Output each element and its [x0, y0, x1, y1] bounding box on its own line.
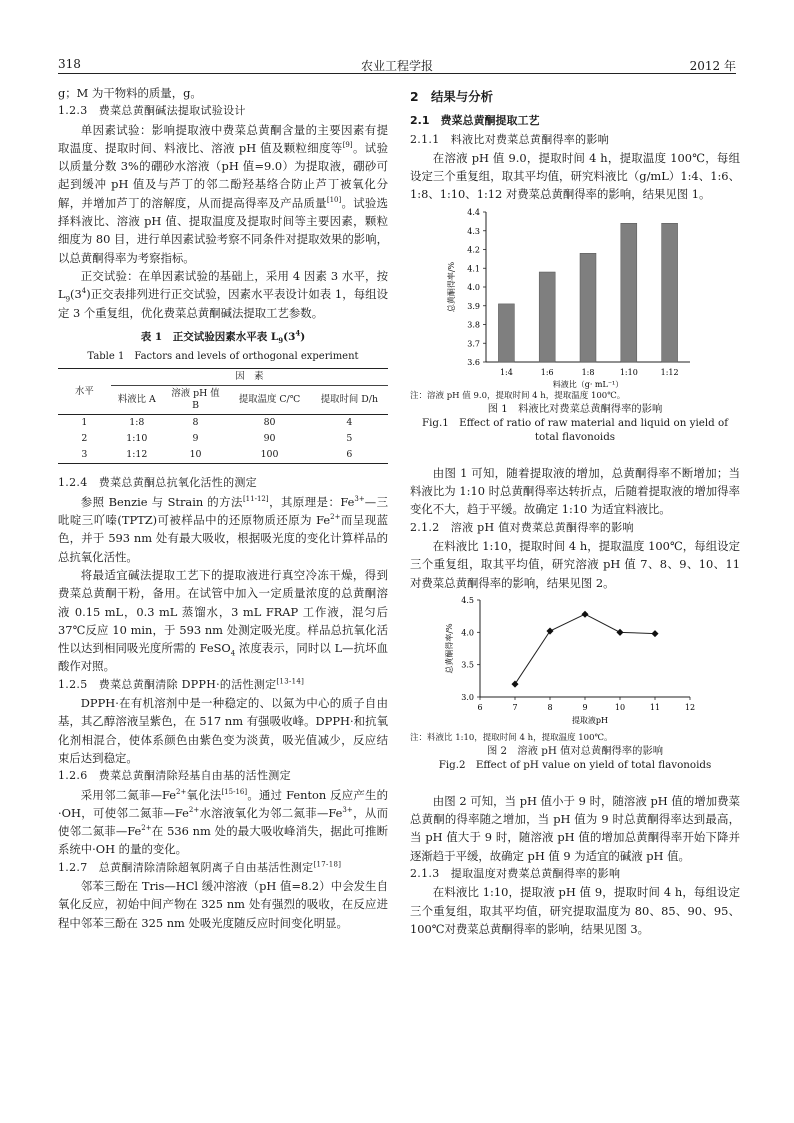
x-tick-label: 1:4: [499, 367, 513, 377]
paragraph-single-factor: 单因素试验：影响提取液中费菜总黄酮含量的主要因素有提取温度、提取时间、料液比、溶液 pH 值及颗粒细度等[9]。试验以质量分数 3%的硼砂水溶液（pH 值=9.0）为提取液，硼砂可起到缓冲 pH 值及与芦丁的邻二酚羟基络合防止芦丁被氧化分解，并增加芦丁的溶解度，从而提高得率及产品质量[10]。试验选择料液比、溶液 pH 值、提取温度及提取时间等主要因素，颗粒细度为 80 目，进行单因素试验考察不同条件对提取效果的影响，以总黄酮得率为考察指标。: [58, 122, 388, 265]
section-heading-2-1-1: 2.1.1 料液比对费菜总黄酮得率的影响: [410, 132, 609, 146]
paragraph-ratio: 在溶液 pH 值 9.0，提取时间 4 h，提取温度 100℃，每组设定三个重复组，取其平均值，研究料液比（g/mL）1:4、1:6、1:8、1:10、1:12 对费菜总黄酮得率的影响，结果见图 1。: [410, 150, 740, 202]
figure-2-caption: 图 2 溶液 pH 值对总黄酮得率的影响: [486, 744, 664, 757]
table-col-header: 溶液 pH 值 B: [163, 386, 229, 415]
figure-2-note: 注：料液比 1:10，提取时间 4 h，提取温度 100℃。: [410, 732, 613, 743]
page-header: [58, 57, 736, 74]
citation[interactable]: [10]: [326, 195, 342, 204]
y-tick-label: 4.2: [467, 245, 480, 255]
section-heading-1-2-5: 1.2.5 费菜总黄酮清除 DPPH·的活性测定[13-14]: [58, 677, 305, 691]
x-tick-label: 1:8: [581, 367, 595, 377]
section-heading-1-2-3: 1.2.3 费菜总黄酮碱法提取试验设计: [58, 104, 246, 118]
bar: [621, 223, 637, 362]
y-tick-label: 4.3: [467, 226, 480, 236]
y-axis-label: 总黄酮得率/%: [445, 623, 454, 674]
section-heading-2-1: 2.1 费菜总黄酮提取工艺: [410, 114, 540, 128]
table-caption: 表 1 正交试验因素水平表 $L_9(3^4)$: [140, 328, 306, 345]
paragraph-orthogonal: 正交试验：在单因素试验的基础上，采用 4 因素 3 水平，按 $L_9(3^4)$正交表排列进行正交试验，因素水平表设计如表 1，每组设定 3 个重复组，优化费菜总黄酮碱法提取工艺参数。: [58, 268, 388, 320]
x-axis-label: 料液比（g· mL⁻¹）: [552, 379, 624, 389]
y-tick-label: 4.5: [461, 595, 474, 605]
citation[interactable]: [17-18]: [313, 860, 342, 869]
citation[interactable]: [9]: [342, 141, 353, 150]
y-tick-label: 3.6: [467, 357, 480, 367]
table-1: [58, 328, 388, 465]
table-caption-en: Table 1 Factors and levels of orthogonal experiment: [87, 351, 359, 363]
left-column: [58, 84, 388, 932]
x-tick-label: 7: [512, 702, 518, 712]
table-col-header: 料液比 A: [111, 386, 163, 415]
x-tick-label: 1:10: [619, 367, 638, 377]
x-axis-label: 提取液pH: [571, 715, 609, 725]
figure-1-caption-en: Fig.1 Effect of ratio of raw material and liquid on yield of total flavonoids: [421, 416, 729, 443]
series-line: [515, 614, 655, 684]
table-col-header: 提取时间 D/h: [311, 386, 388, 415]
section-heading-1-2-6: 1.2.6 费菜总黄酮清除羟基自由基的活性测定: [58, 769, 291, 783]
section-heading-2-1-2: 2.1.2 溶液 pH 值对费菜总黄酮得率的影响: [410, 520, 634, 534]
bar: [580, 253, 596, 362]
page-number: 318: [58, 57, 81, 71]
y-tick-label: 3.7: [467, 339, 480, 349]
table-header-level: 水平: [58, 369, 111, 415]
bar: [539, 272, 555, 362]
paragraph-ph: 在料液比 1:10，提取时间 4 h，提取温度 100℃，每组设定三个重复组，取其平均值，研究溶液 pH 值 7、8、9、10、11 对费菜总黄酮得率的影响，结果见图 2。: [410, 538, 740, 590]
paragraph-ratio-result: 由图 1 可知，随着提取液的增加，总黄酮得率不断增加；当料液比为 1:10 时总黄酮得率达转折点，后随着提取液的增加得率变化不大，趋于平缓。故确定 1:10 为适宜料液比。: [410, 465, 740, 517]
section-heading-1-2-4: 1.2.4 费菜总黄酮总抗氧化活性的测定: [58, 476, 257, 490]
y-axis-label: 总黄酮得率/%: [447, 261, 456, 312]
figure-1-caption: 图 1 料液比对费菜总黄酮得率的影响: [487, 402, 663, 415]
x-tick-label: 1:6: [540, 367, 554, 377]
table-row: 2 1:10 9 90 5: [81, 433, 353, 445]
table-row: 1 1:8 8 80 4: [81, 417, 353, 429]
paragraph-hydroxyl: 采用邻二氮菲$—Fe^{2+}$氧化法[15-16]。通过 Fenton 反应产生的·OH，可使邻二氮菲$—Fe^{2+}$水溶液氧化为邻二氮菲$—Fe^{3+}$，从而使邻二氮菲$—Fe^{2+}$在 536 nm 处的最大吸收峰消失，据此可推断系统中·OH 的量的变化。: [58, 787, 388, 857]
paragraph-frap-procedure: 将最适宜碱法提取工艺下的提取液进行真空冷冻干燥，得到费菜总黄酮干粉，备用。在试管中加入一定质量浓度的总黄酮溶液 0.15 mL，0.3 mL 蒸馏水，3 mL FRAP 工作液，混匀后 37℃反应 10 min，于 593 nm 处测定吸光度。样品总抗氧化活性以达到相同吸光度所需的 FeSO$_4$ 浓度表示，同时以 L—抗坏血酸作对照。: [58, 567, 388, 674]
y-tick-label: 4.0: [467, 282, 480, 292]
y-tick-label: 3.5: [461, 660, 474, 670]
x-tick-label: 10: [614, 702, 626, 712]
figure-2: [410, 592, 740, 732]
data-point: [651, 630, 658, 637]
paragraph-dpph: DPPH·在有机溶剂中是一种稳定的、以氮为中心的质子自由基，其乙醇溶液呈紫色，在 517 nm 有强吸收峰。DPPH·和抗氧化剂相混合，使体系颜色由紫色变为淡黄，吸光值减少，反应结束后达到稳定。: [58, 696, 388, 765]
table-col-header: 提取温度 C/℃: [228, 386, 311, 415]
paragraph: g；M 为干物料的质量，g。: [58, 86, 202, 100]
bar: [498, 304, 514, 362]
paragraph-superoxide: 邻苯三酚在 Tris—HCl 缓冲溶液（pH 值=8.2）中会发生自氧化反应，初始中间产物在 325 nm 处有强烈的吸收，在反应进程中邻苯三酚在 325 nm 处吸光度随反应时间变化明显。: [58, 878, 388, 930]
data-point: [511, 680, 518, 687]
x-tick-label: 11: [649, 702, 661, 712]
bar-chart-ratio: [410, 204, 740, 390]
figure-1-note: 注：溶液 pH 值 9.0，提取时间 4 h，提取温度 100℃。: [410, 390, 626, 401]
y-tick-label: 4.4: [467, 207, 480, 217]
y-tick-label: 3.0: [461, 692, 474, 702]
bar: [662, 223, 678, 362]
table-row: 3 1:12 10 100 6: [58, 447, 388, 464]
factor-level-table: [58, 368, 388, 464]
y-tick-label: 3.9: [467, 301, 480, 311]
x-tick-label: 1:12: [660, 367, 679, 377]
y-tick-label: 4.1: [467, 264, 480, 274]
x-tick-label: 9: [582, 702, 588, 712]
figure-2-caption-en: Fig.2 Effect of pH value on yield of total flavonoids: [438, 758, 712, 771]
citation[interactable]: [15-16]: [221, 787, 248, 796]
right-column: [410, 84, 740, 938]
section-heading-2-1-3: 2.1.3 提取温度对费菜总黄酮得率的影响: [410, 867, 621, 881]
paragraph-frap: 参照 Benzie 与 Strain 的方法[11-12]，其原理是：$Fe^{3+}—$三吡啶三吖嗪(TPTZ)可被样品中的还原物质还原为 $Fe^{2+}$而呈现蓝色，并于 593 nm 处有最大吸收，根据吸光度的变化计算样品的总抗氧化活性。: [58, 494, 388, 564]
journal-year: 2012 年: [689, 59, 736, 73]
figure-1: [410, 204, 740, 390]
data-point: [546, 627, 553, 634]
y-tick-label: 3.8: [467, 320, 480, 330]
table-header-factor: 因 素: [111, 369, 388, 386]
x-tick-label: 8: [547, 702, 553, 712]
section-heading-2: 2 结果与分析: [410, 89, 493, 104]
paragraph-temperature: 在料液比 1:10，提取液 pH 值 9，提取时间 4 h，每组设定三个重复组，取其平均值，研究提取温度为 80、85、90、95、100℃对费菜总黄酮得率的影响，结果见图 3。: [410, 885, 740, 936]
x-tick-label: 6: [477, 702, 483, 712]
journal-title: 农业工程学报: [360, 59, 433, 73]
data-point: [581, 611, 588, 618]
x-tick-label: 12: [684, 702, 696, 712]
paragraph-ph-result: 由图 2 可知，当 pH 值小于 9 时，随溶液 pH 值的增加费菜总黄酮的得率随之增加，当 pH 值为 9 时总黄酮得率达到最高，当 pH 值大于 9 时，随溶液 pH 值的增加总黄酮得率开始下降并逐渐趋于平缓，故确定 pH 值 9 为适宜的碱液 pH 值。: [410, 793, 740, 863]
citation[interactable]: [13-14]: [276, 677, 305, 686]
section-heading-1-2-7: 1.2.7 总黄酮清除清除超氧阴离子自由基活性测定[17-18]: [58, 860, 342, 874]
y-tick-label: 4.0: [461, 628, 474, 638]
data-point: [616, 629, 623, 636]
line-chart-ph: [410, 592, 740, 732]
citation[interactable]: [11-12]: [242, 494, 269, 503]
